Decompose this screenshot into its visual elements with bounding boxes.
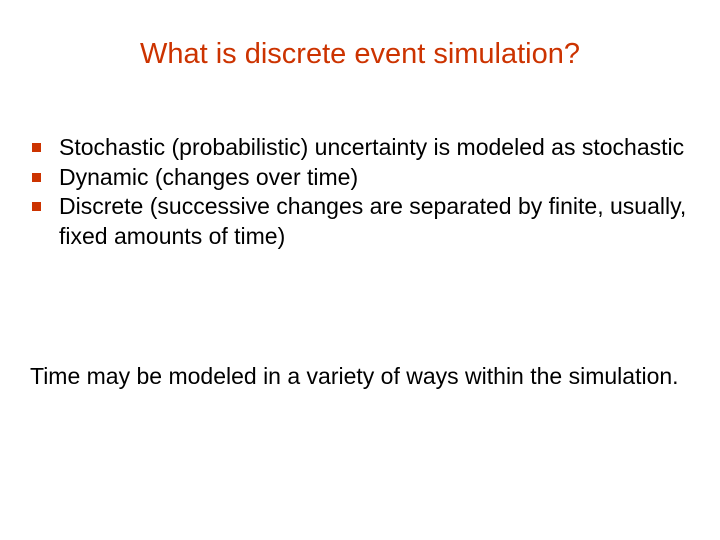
- body-paragraph: Time may be modeled in a variety of ways within the simulation.: [30, 363, 679, 389]
- bullet-item: [30, 133, 702, 163]
- bullet-text: Discrete (successive changes are separated by finite, usually, fixed amounts of time): [59, 193, 687, 249]
- bullet-item: [30, 192, 702, 251]
- bullet-item: [30, 163, 702, 193]
- bullet-list: [30, 133, 702, 251]
- bullet-text: Stochastic (probabilistic) uncertainty is modeled as stochastic: [59, 134, 685, 160]
- square-bullet-icon: [32, 202, 41, 211]
- square-bullet-icon: [32, 173, 41, 182]
- slide-title: What is discrete event simulation?: [139, 38, 581, 70]
- bullet-text: Dynamic (changes over time): [59, 163, 359, 190]
- square-bullet-icon: [32, 143, 41, 152]
